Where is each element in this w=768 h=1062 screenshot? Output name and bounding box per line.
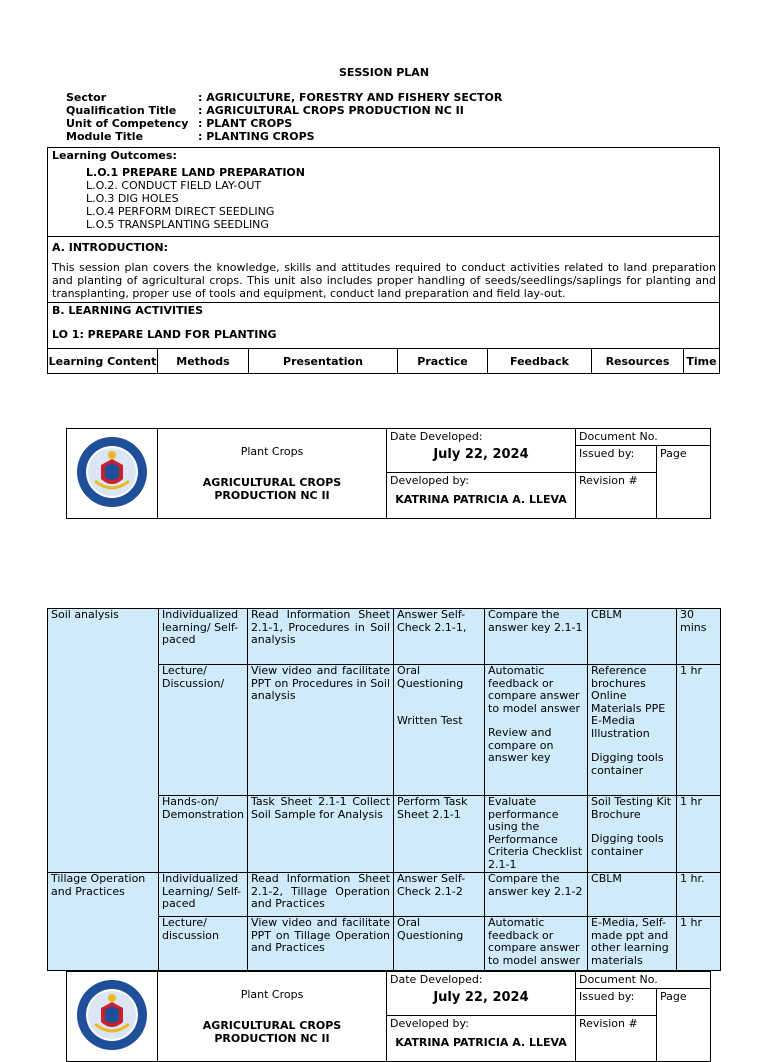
presentation-cell: Read Information Sheet 2.1-1, Procedures in Soil analysis (248, 609, 394, 665)
feedback-cell: Compare the answer key 2.1-1 (485, 609, 588, 665)
school-seal-icon (75, 978, 149, 1052)
meta-value: : AGRICULTURE, FORESTRY AND FISHERY SECTOR (198, 91, 503, 104)
revision-label: Revision # (576, 472, 657, 519)
subject-cell (158, 429, 387, 519)
developed-by-label: Developed by: (390, 1016, 469, 1030)
meta-label: Unit of Competency (66, 117, 189, 130)
resources-item: Digging tools container (591, 832, 664, 858)
practice-item: Written Test (397, 714, 463, 727)
resources-item: Digging tools container (591, 751, 664, 777)
issued-by-label: Issued by: (576, 446, 657, 473)
document-no-label: Document No. (576, 972, 711, 989)
document-title: SESSION PLAN (338, 66, 430, 79)
practice-item: Oral Questioning (397, 664, 464, 690)
column-header: Resources (592, 349, 684, 375)
time-cell: 1 hr. (677, 873, 721, 917)
method-cell: Lecture/ discussion (159, 917, 248, 971)
learning-outcome-item: L.O.4 PERFORM DIRECT SEEDLING (86, 205, 275, 218)
school-seal-cell (67, 972, 158, 1062)
introduction-heading: A. INTRODUCTION: (52, 241, 169, 254)
document-footer-repeat (66, 971, 711, 1062)
activities-header-table (48, 348, 719, 374)
practice-cell: Oral Questioning (394, 917, 485, 971)
page-label: Page (657, 446, 711, 519)
date-developed-value: July 22, 2024 (433, 447, 529, 462)
feedback-cell: Compare the answer key 2.1-2 (485, 873, 588, 917)
document-no-label: Document No. (576, 429, 711, 446)
revision-label: Revision # (576, 1015, 657, 1062)
date-developed-cell (387, 429, 576, 473)
page-label: Page (657, 989, 711, 1062)
developed-by-value: KATRINA PATRICIA A. LLEVA (395, 492, 567, 506)
issued-by-label: Issued by: (576, 989, 657, 1016)
resources-item: Soil Testing Kit Brochure (591, 795, 672, 821)
meta-label: Sector (66, 91, 107, 104)
resources-item: Reference brochures Online Materials PPE E-Media Illustration (591, 664, 666, 740)
feedback-item: Automatic feedback or compare answer to model answer (488, 664, 581, 715)
time-cell: 1 hr (677, 796, 721, 873)
meta-value: : PLANTING CROPS (198, 130, 315, 143)
table-row (48, 609, 721, 665)
practice-cell: Answer Self-Check 2.1-1, (394, 609, 485, 665)
subject-name: Plant Crops (240, 445, 304, 458)
time-cell: 1 hr (677, 665, 721, 796)
activities-table-wrapper (47, 608, 721, 971)
subject-name: Plant Crops (240, 988, 304, 1001)
learning-content-cell: Soil analysis (48, 609, 159, 873)
learning-outcome-item: L.O.2. CONDUCT FIELD LAY-OUT (86, 179, 262, 192)
method-cell: Individualized learning/ Self-paced (159, 609, 248, 665)
school-seal-icon (75, 435, 149, 509)
column-header: Learning Content (48, 349, 158, 375)
presentation-cell: Task Sheet 2.1-1 Collect Soil Sample for Analysis (248, 796, 394, 873)
developed-by-value: KATRINA PATRICIA A. LLEVA (395, 1035, 567, 1049)
document-meta (66, 91, 502, 143)
table-row (48, 873, 721, 917)
learning-outcome-item: L.O.1 PREPARE LAND PREPARATION (86, 166, 305, 179)
presentation-cell: Read Information Sheet 2.1-2, Tillage Operation and Practices (248, 873, 394, 917)
qualification-name: AGRICULTURAL CROPS PRODUCTION NC II (202, 1019, 342, 1045)
column-header: Methods (158, 349, 249, 375)
column-header: Time (684, 349, 720, 375)
time-cell: 1 hr (677, 917, 721, 971)
learning-outcomes-heading: Learning Outcomes: (52, 149, 177, 162)
resources-cell (588, 796, 677, 873)
method-cell: Individualized Learning/ Self-paced (159, 873, 248, 917)
resources-cell: CBLM (588, 873, 677, 917)
column-header: Feedback (488, 349, 592, 375)
document-footer (66, 428, 711, 519)
subject-cell (158, 972, 387, 1062)
meta-value: : AGRICULTURAL CROPS PRODUCTION NC II (198, 104, 464, 117)
method-cell: Lecture/ Discussion/ (159, 665, 248, 796)
feedback-cell: Evaluate performance using the Performance Criteria Checklist 2.1-1 (485, 796, 588, 873)
qualification-name: AGRICULTURAL CROPS PRODUCTION NC II (202, 476, 342, 502)
practice-cell: Perform Task Sheet 2.1-1 (394, 796, 485, 873)
method-cell: Hands-on/ Demonstration (159, 796, 248, 873)
date-developed-value: July 22, 2024 (433, 990, 529, 1005)
feedback-cell (485, 665, 588, 796)
activities-table (47, 608, 721, 971)
date-developed-label: Date Developed: (390, 430, 483, 443)
resources-cell: CBLM (588, 609, 677, 665)
meta-label: Module Title (66, 130, 144, 143)
presentation-cell: View video and facilitate PPT on Procedures in Soil analysis (248, 665, 394, 796)
introduction-text: This session plan covers the knowledge, skills and attitudes required to conduct activities related to land preparation and planting of agricultural crops. This unit also includes proper handling of seeds/seedlings/saplings for planting and transplanting, proper use of tools and equipment, conduct land preparation and field lay-out. (52, 261, 716, 300)
feedback-item: Review and compare on answer key (488, 726, 554, 764)
practice-cell (394, 665, 485, 796)
school-seal-cell (67, 429, 158, 519)
date-developed-label: Date Developed: (390, 973, 483, 986)
presentation-cell: View video and facilitate PPT on Tillage Operation and Practices (248, 917, 394, 971)
learning-activities-heading: B. LEARNING ACTIVITIES (52, 304, 204, 317)
date-developed-cell (387, 972, 576, 1016)
learning-content-cell: Tillage Operation and Practices (48, 873, 159, 971)
column-header: Presentation (249, 349, 398, 375)
time-cell: 30 mins (677, 609, 721, 665)
developed-by-label: Developed by: (390, 473, 469, 487)
learning-outcome-item: L.O.3 DIG HOLES (86, 192, 179, 205)
practice-cell: Answer Self-Check 2.1-2 (394, 873, 485, 917)
developed-by-cell (387, 472, 576, 519)
learning-outcome-item: L.O.5 TRANSPLANTING SEEDLING (86, 218, 269, 231)
feedback-cell: Automatic feedback or compare answer to model answer (485, 917, 588, 971)
divider (48, 302, 719, 303)
developed-by-cell (387, 1015, 576, 1062)
resources-cell (588, 665, 677, 796)
lo1-heading: LO 1: PREPARE LAND FOR PLANTING (52, 328, 277, 341)
resources-cell: E-Media, Self-made ppt and other learning materials (588, 917, 677, 971)
divider (48, 236, 719, 237)
learning-outcomes-list (86, 166, 305, 231)
column-header: Practice (398, 349, 488, 375)
session-plan-box (47, 147, 720, 374)
meta-value: : PLANT CROPS (198, 117, 293, 130)
meta-label: Qualification Title (66, 104, 177, 117)
